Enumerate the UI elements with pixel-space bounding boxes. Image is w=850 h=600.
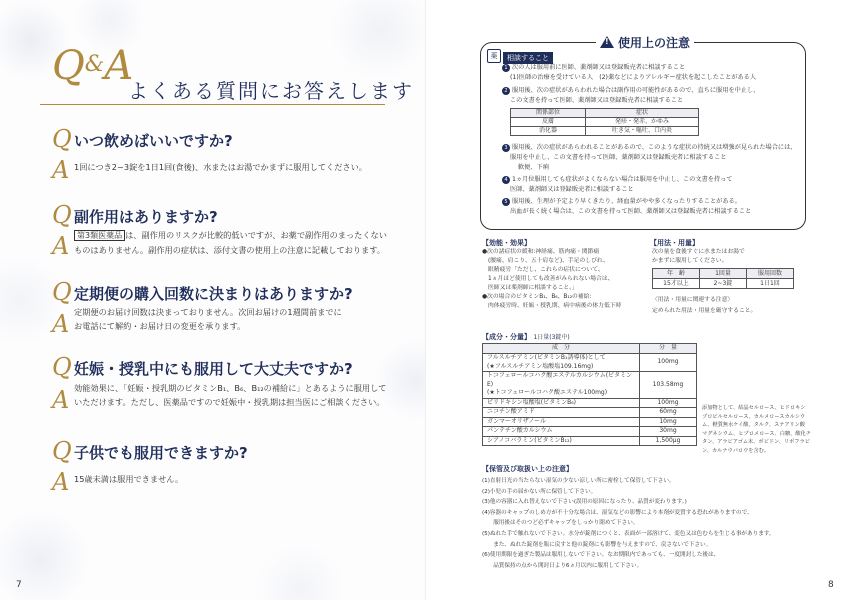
question-mark: Q	[52, 201, 72, 229]
caution-item-2: 2 服用後、次の症状があらわれた場合は副作用の可能性があるので、直ちに服用を中止し、	[502, 86, 759, 96]
storage-text: (1)直射日光の当たらない湿気の少ない涼しい所に密栓して保管して下さい。 (2)小児の手の届かない所に保管して下さい。 (3)他の容器に入れ替えないで下さい(誤用の原因になったり、品質が変わります。) (4)容器のキャップのしめ方が不十分な場合は、湿気などの影響により本剤が変質する恐れがありますので、 服用後はそのつど必ずキャップをしっかり閉めて下さい。 (5)ぬれた手で触れないで下さい。水分が錠剤につくと、表面が一部溶けて、変色又は色むらを生じる事があります。 また、ぬれた錠剤を瓶に戻すと他の錠剤にも影響を与えますので、戻さないで下さい。 (6)使用期限を過ぎた製品は服用しないで下さい。なお期限内であっても、一度開封した後は、 品質保持の点から開封日より6ヵ月以内に服用して下さい。	[482, 478, 775, 569]
usage-title: 【用法・用量】	[650, 239, 699, 247]
page-number-left: 7	[16, 580, 22, 590]
answer-mark: A	[52, 156, 70, 184]
page-number-right: 8	[828, 580, 834, 590]
answer-mark: A	[52, 232, 70, 260]
question-4: 妊娠・授乳中にも服用して大丈夫ですか?	[74, 360, 353, 378]
title-divider	[40, 104, 385, 105]
page-title: よくある質問にお答えします	[128, 79, 414, 103]
medicine-icon: 薬	[487, 49, 501, 63]
answer-5: 15歳未満は服用できません。	[74, 474, 184, 484]
answer-3: 定期便のお届け回数は決まっておりません。次回お届けの1週間前までに お電話にて解約・お届け日の変更を承ります。	[74, 307, 342, 331]
caution-item-1-detail: (1)医師の治療を受けている人 (2)薬などによりアレルギー症状を起こしたことがある人	[510, 74, 757, 81]
qa-logo: Q&A	[52, 43, 134, 89]
category-badge: 第3類医薬品	[74, 230, 125, 241]
question-mark: Q	[52, 437, 72, 465]
answer-2: 第3類医薬品 は、副作用のリスクが比較的低いですが、お薬で副作用のまったくない ものはありません。副作用の症状は、添付文書の使用上の注意に記載しております。	[74, 230, 387, 255]
warning-icon	[600, 36, 614, 48]
answer-mark: A	[52, 386, 70, 414]
question-mark: Q	[52, 125, 72, 153]
answer-1: 1回につき2~3錠を1日1回(食後)、水またはお湯でかまずに服用してください。	[74, 162, 367, 172]
answer-4: 効能効果に、「妊娠・授乳期のビタミンB₁、B₆、B₁₂の補給に」とあるように服用して いただけます。ただし、医薬品ですので妊娠中・授乳期は担当医にご相談ください。	[74, 383, 387, 407]
caution-item-4: 4 1ヵ月位服用しても症状がよくならない場合は服用を中止し、この文書を持って	[502, 175, 733, 185]
usage-text: 次の量を食後すぐに水またはお湯で かまずに服用してください。	[652, 249, 745, 264]
consult-label: 相談すること	[503, 52, 553, 64]
storage-title: 【保管及び取扱い上の注意】	[482, 465, 573, 473]
caution-item-4-detail: 医師、薬剤師又は登録販売者に相談すること	[510, 186, 634, 193]
caution-item-3-symptom: 軟便、下痢	[518, 164, 549, 171]
answer-mark: A	[52, 310, 70, 338]
caution-item-3: 3 服用後、次の症状があらわれることがあるので、このような症状の持続又は増強が見られた場合には、	[502, 143, 797, 153]
effect-title: 【効能・効果】	[482, 239, 531, 247]
usage-note: 定められた用法・用量を厳守すること。	[652, 308, 757, 314]
answer-mark: A	[52, 468, 70, 496]
question-5: 子供でも服用できますか?	[74, 444, 248, 462]
additives-text: 添加物として、結晶セルロース、ヒドロキシ プロピルセルロース、カルメロースカルシウ ム、軽質無水ケイ酸、タルク、ステアリン酸 マグネシウム、ヒプロメロース、白糖、酸化チ タン、アラビアゴム末、ポビドン、リボフラビ ン、カルナウバロウを含む。	[702, 405, 811, 454]
caution-item-5-detail: 出血が長く続く場合は、この文書を持って医師、薬剤師又は登録販売者に相談すること	[510, 208, 752, 215]
symptom-table: 関係部位 症状 皮膚 発疹・発赤、かゆみ 消化器 吐き気・嘔吐、口内炎	[510, 108, 699, 136]
ingredient-title: 【成分・分量】 1日量(3錠中)	[482, 333, 570, 341]
caution-item-2-detail: この文書を持って医師、薬剤師又は登録販売者に相談すること	[510, 97, 684, 104]
caution-title: !使用上の注意	[596, 34, 694, 51]
question-2: 副作用はありますか?	[74, 208, 218, 226]
caution-item-3-detail: 服用を中止し、この文書を持って医師、薬剤師又は登録販売者に相談すること	[510, 154, 727, 161]
question-3: 定期便の購入回数に決まりはありますか?	[74, 285, 353, 303]
question-mark: Q	[52, 353, 72, 381]
question-1: いつ飲めばいいですか?	[74, 132, 233, 150]
caution-item-5: 5 服用後、生理が予定より早くきたり、経血量がやや多くなったりすることがある。	[502, 197, 741, 207]
ingredient-table: 成 分 分 量 フルスルチアミン(ビタミンB₁誘導体)として (★フルスルチアミン塩酸塩109.16mg) 100mg トコフェロールコハク酸エステルカルシウム(ビタミンE) (★トコフェロールコハク酸エステル100mg) 103.58mg ピリドキシン塩酸塩(ビタミンB₆) 100mg ニコチン酸アミド 60mg ガンマーオリザノール 10mg パンテチン酸カルシウム 30mg シアノコバラミン(ビタミンB₁₂) 1,500μg	[482, 343, 697, 446]
dose-table: 年 齢 1回量 服用回数 15才以上 2~3錠 1日1回	[652, 268, 794, 289]
effect-text: ●次の諸症状の緩和:神経痛、筋肉痛・関節痛 (腰痛、肩こり、五十肩など)、手足のしびれ、 眼精疲労「ただし、これらの症状について、 1ヵ月ほど使用しても改善がみられない場合は、 医師又は薬剤師に相談すること。」 ●次の場合のビタミンB₁、B₆、B₁₂の補給: 肉体疲労時、妊娠・授乳期、病中病後の体力低下時	[482, 249, 622, 309]
question-mark: Q	[52, 278, 72, 306]
caution-item-1: 1 次の人は服用前に医師、薬剤師又は登録販売者に相談すること	[502, 63, 685, 73]
usage-note-title: 〈用法・用量に関連する注意〉	[652, 297, 734, 303]
